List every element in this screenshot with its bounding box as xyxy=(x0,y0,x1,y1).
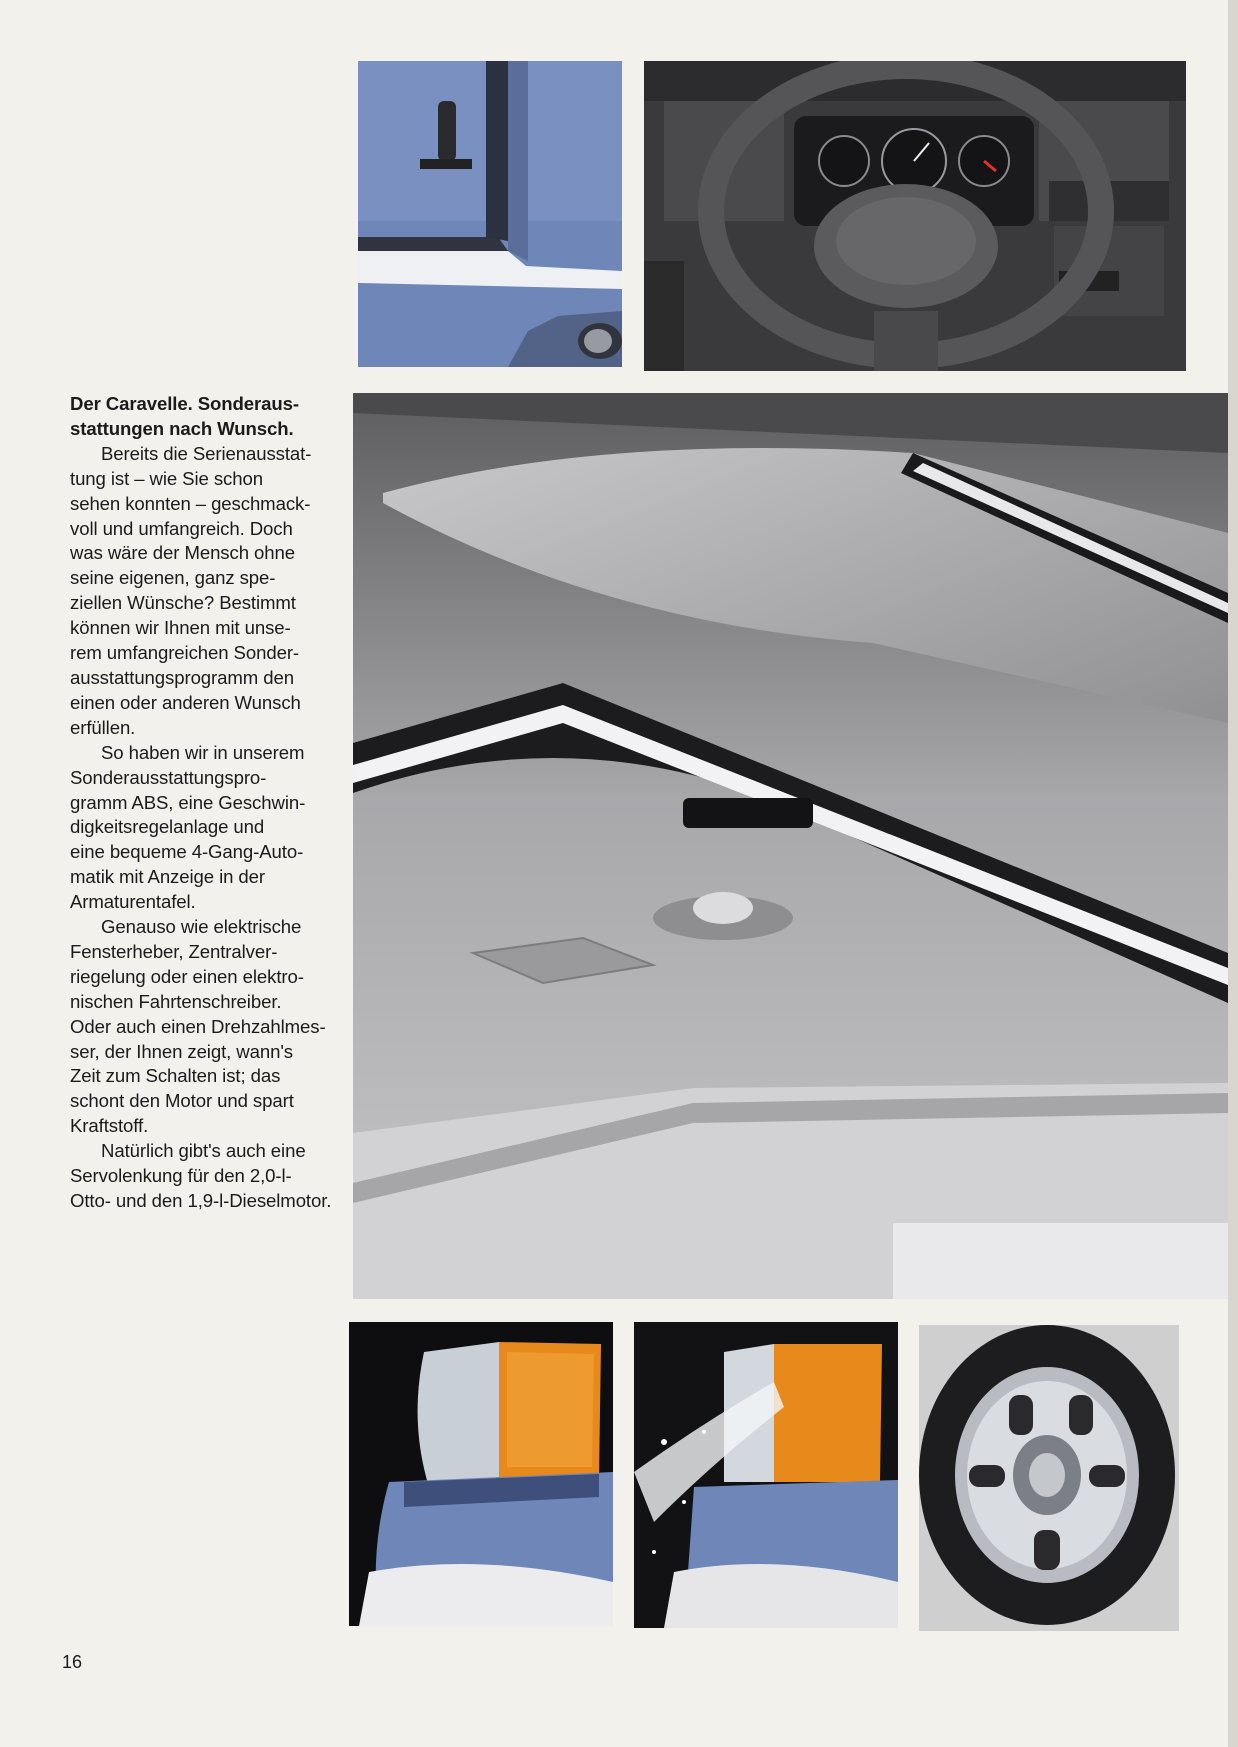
page-edge xyxy=(1228,0,1238,1747)
text-line: ziellen Wünsche? Bestimmt xyxy=(70,592,296,614)
text-line: Servolenkung für den 2,0-l- xyxy=(70,1165,292,1187)
text-line: ser, der Ihnen zeigt, wann's xyxy=(70,1040,293,1062)
heading-line: stattungen nach Wunsch. xyxy=(70,417,294,439)
text-line: rem umfangreichen Sonder- xyxy=(70,642,300,664)
photo-cockpit xyxy=(644,61,1186,371)
text-line: sehen konnten – geschmack- xyxy=(70,492,311,514)
text-line: können wir Ihnen mit unse- xyxy=(70,617,291,639)
text-line: gramm ABS, eine Geschwin- xyxy=(70,791,306,813)
text-line: einen oder anderen Wunsch xyxy=(70,691,301,713)
photo-washer-spray xyxy=(634,1322,898,1628)
text-line: Genauso wie elektrische xyxy=(101,916,302,938)
text-line: Sonderausstattungspro- xyxy=(70,766,267,788)
photo-alloy-wheel xyxy=(919,1325,1179,1631)
text-line: matik mit Anzeige in der xyxy=(70,866,265,888)
text-line: eine bequeme 4-Gang-Auto- xyxy=(70,841,304,863)
page-number: 16 xyxy=(62,1652,83,1672)
text-line: erfüllen. xyxy=(70,716,136,738)
text-line: Armaturentafel. xyxy=(70,891,196,913)
text-line: riegelung oder einen elektro- xyxy=(70,965,304,987)
text-line: Natürlich gibt's auch eine xyxy=(101,1140,306,1162)
text-line: Bereits die Serienausstat- xyxy=(101,442,312,464)
paragraph xyxy=(70,442,348,741)
photo-indicator xyxy=(349,1322,613,1626)
text-line: ausstattungsprogramm den xyxy=(70,666,294,688)
text-line: voll und umfangreich. Doch xyxy=(70,517,293,539)
paragraph xyxy=(70,1139,348,1214)
text-line: was wäre der Mensch ohne xyxy=(70,542,295,564)
article-heading xyxy=(70,392,348,442)
photo-headliner-sunroof xyxy=(353,393,1228,1299)
text-line: Oder auch einen Drehzahlmes- xyxy=(70,1015,326,1037)
text-line: tung ist – wie Sie schon xyxy=(70,467,263,489)
text-line: So haben wir in unserem xyxy=(101,741,305,763)
text-line: Fensterheber, Zentralver- xyxy=(70,940,278,962)
text-line: Otto- und den 1,9-l-Dieselmotor. xyxy=(70,1190,332,1211)
text-line: schont den Motor und spart xyxy=(70,1090,294,1112)
text-line: seine eigenen, ganz spe- xyxy=(70,567,276,589)
text-line: digkeitsregelanlage und xyxy=(70,816,265,838)
paragraph xyxy=(70,915,348,1139)
article-text xyxy=(70,392,348,1214)
text-line: nischen Fahrtenschreiber. xyxy=(70,990,282,1012)
text-line: Zeit zum Schalten ist; das xyxy=(70,1065,281,1087)
paragraph xyxy=(70,741,348,915)
text-line: Kraftstoff. xyxy=(70,1115,149,1137)
photo-door-handle xyxy=(358,61,622,367)
heading-line: Der Caravelle. Sonderaus- xyxy=(70,393,299,414)
